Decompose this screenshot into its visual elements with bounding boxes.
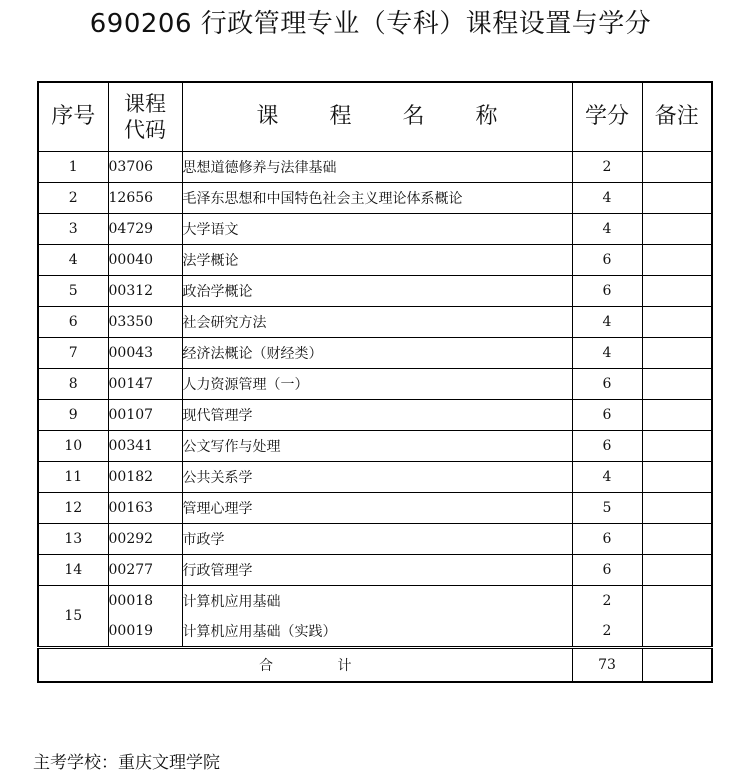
course-name: 社会研究方法 bbox=[182, 307, 572, 338]
course-note bbox=[642, 493, 712, 524]
header-code bbox=[108, 82, 182, 152]
table-row bbox=[38, 616, 712, 648]
total-note bbox=[642, 648, 712, 683]
course-code: 00018 bbox=[108, 586, 182, 617]
course-credit: 6 bbox=[572, 400, 642, 431]
course-table bbox=[37, 81, 713, 683]
table-row bbox=[38, 555, 712, 586]
course-no: 8 bbox=[38, 369, 108, 400]
table-row bbox=[38, 276, 712, 307]
course-credit: 4 bbox=[572, 183, 642, 214]
course-note bbox=[642, 307, 712, 338]
course-note bbox=[642, 524, 712, 555]
course-no: 6 bbox=[38, 307, 108, 338]
course-name: 管理心理学 bbox=[182, 493, 572, 524]
course-code: 00182 bbox=[108, 462, 182, 493]
table-row bbox=[38, 307, 712, 338]
course-name: 人力资源管理（一） bbox=[182, 369, 572, 400]
table-row bbox=[38, 586, 712, 617]
course-credit: 6 bbox=[572, 555, 642, 586]
course-no: 1 bbox=[38, 152, 108, 183]
course-code: 00147 bbox=[108, 369, 182, 400]
total-label: 合 计 bbox=[38, 648, 572, 683]
course-code: 00019 bbox=[108, 616, 182, 648]
course-code: 00163 bbox=[108, 493, 182, 524]
course-name: 经济法概论（财经类） bbox=[182, 338, 572, 369]
course-note bbox=[642, 431, 712, 462]
course-name: 公文写作与处理 bbox=[182, 431, 572, 462]
course-note bbox=[642, 400, 712, 431]
table-row bbox=[38, 338, 712, 369]
course-code: 04729 bbox=[108, 214, 182, 245]
page-title: 690206 行政管理专业（专科）课程设置与学分 bbox=[89, 9, 652, 39]
course-code: 00341 bbox=[108, 431, 182, 462]
course-name: 公共关系学 bbox=[182, 462, 572, 493]
total-row bbox=[38, 648, 712, 683]
exam-school: 主考学校：重庆文理学院 bbox=[33, 753, 220, 773]
course-no: 13 bbox=[38, 524, 108, 555]
header-credit: 学分 bbox=[572, 82, 642, 152]
course-note bbox=[642, 276, 712, 307]
total-credit: 73 bbox=[572, 648, 642, 683]
header-name: 课 程 名 称 bbox=[182, 82, 572, 152]
course-name: 政治学概论 bbox=[182, 276, 572, 307]
course-credit: 4 bbox=[572, 307, 642, 338]
course-note bbox=[642, 586, 712, 617]
course-code: 00277 bbox=[108, 555, 182, 586]
course-code: 00292 bbox=[108, 524, 182, 555]
course-no: 14 bbox=[38, 555, 108, 586]
course-credit: 2 bbox=[572, 616, 642, 648]
header-note: 备注 bbox=[642, 82, 712, 152]
course-name: 市政学 bbox=[182, 524, 572, 555]
course-no: 10 bbox=[38, 431, 108, 462]
course-credit: 6 bbox=[572, 369, 642, 400]
course-credit: 5 bbox=[572, 493, 642, 524]
course-name: 思想道德修养与法律基础 bbox=[182, 152, 572, 183]
course-no: 9 bbox=[38, 400, 108, 431]
course-no: 12 bbox=[38, 493, 108, 524]
course-credit: 4 bbox=[572, 214, 642, 245]
course-no: 15 bbox=[38, 586, 108, 648]
course-name: 毛泽东思想和中国特色社会主义理论体系概论 bbox=[182, 183, 572, 214]
course-name: 现代管理学 bbox=[182, 400, 572, 431]
course-code: 03350 bbox=[108, 307, 182, 338]
course-note bbox=[642, 462, 712, 493]
course-name: 大学语文 bbox=[182, 214, 572, 245]
course-credit: 2 bbox=[572, 152, 642, 183]
course-credit: 6 bbox=[572, 431, 642, 462]
course-note bbox=[642, 214, 712, 245]
table-header-row bbox=[38, 82, 712, 152]
course-code: 00312 bbox=[108, 276, 182, 307]
course-note bbox=[642, 338, 712, 369]
table-row bbox=[38, 369, 712, 400]
course-credit: 6 bbox=[572, 245, 642, 276]
course-name: 计算机应用基础（实践） bbox=[182, 616, 572, 648]
course-credit: 4 bbox=[572, 338, 642, 369]
table-row bbox=[38, 431, 712, 462]
course-name: 计算机应用基础 bbox=[182, 586, 572, 617]
course-credit: 2 bbox=[572, 586, 642, 617]
course-note bbox=[642, 183, 712, 214]
course-credit: 4 bbox=[572, 462, 642, 493]
course-no: 7 bbox=[38, 338, 108, 369]
table-row bbox=[38, 214, 712, 245]
course-code: 00040 bbox=[108, 245, 182, 276]
table-row bbox=[38, 183, 712, 214]
table-row bbox=[38, 524, 712, 555]
table-row bbox=[38, 400, 712, 431]
course-name: 行政管理学 bbox=[182, 555, 572, 586]
table-body bbox=[38, 152, 712, 648]
course-no: 2 bbox=[38, 183, 108, 214]
course-no: 5 bbox=[38, 276, 108, 307]
course-code: 12656 bbox=[108, 183, 182, 214]
table-row bbox=[38, 152, 712, 183]
course-note bbox=[642, 555, 712, 586]
header-code-line1: 课程 bbox=[124, 92, 166, 116]
header-code-line2: 代码 bbox=[124, 118, 166, 142]
header-no: 序号 bbox=[38, 82, 108, 152]
course-note bbox=[642, 245, 712, 276]
course-note bbox=[642, 369, 712, 400]
course-credit: 6 bbox=[572, 524, 642, 555]
table-row bbox=[38, 493, 712, 524]
course-no: 3 bbox=[38, 214, 108, 245]
course-note bbox=[642, 152, 712, 183]
table-row bbox=[38, 245, 712, 276]
course-no: 4 bbox=[38, 245, 108, 276]
course-name: 法学概论 bbox=[182, 245, 572, 276]
course-credit: 6 bbox=[572, 276, 642, 307]
course-code: 00043 bbox=[108, 338, 182, 369]
course-code: 03706 bbox=[108, 152, 182, 183]
table-row bbox=[38, 462, 712, 493]
course-no: 11 bbox=[38, 462, 108, 493]
course-code: 00107 bbox=[108, 400, 182, 431]
course-note bbox=[642, 616, 712, 648]
